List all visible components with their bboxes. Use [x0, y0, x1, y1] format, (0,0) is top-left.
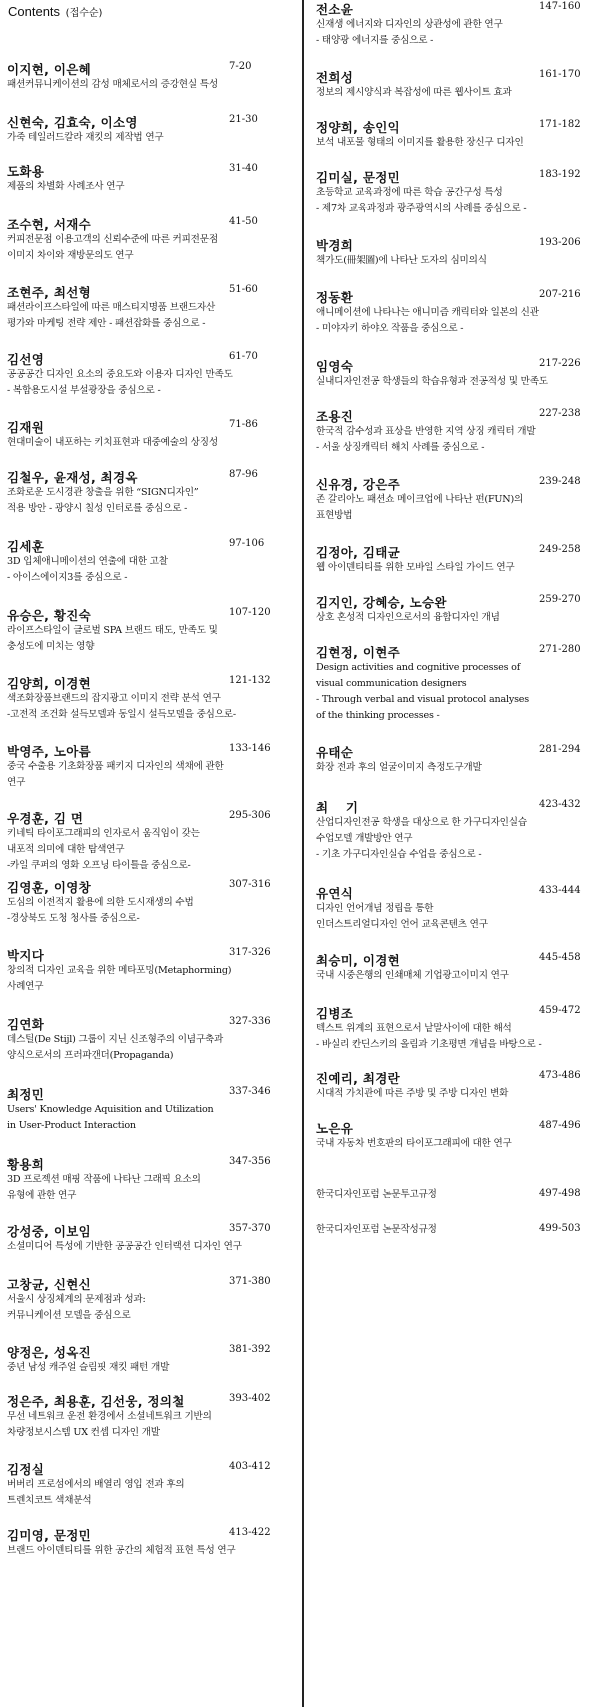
- toc-title-line: 공공공간 디자인 요소의 중요도와 이용자 디자인 만족도: [7, 369, 233, 380]
- toc-entry-header: [316, 884, 591, 901]
- toc-page-range: 7-20: [229, 61, 252, 72]
- toc-entry-header: [7, 1155, 289, 1172]
- toc-page-range: 193-206: [539, 237, 581, 248]
- toc-title-line: 버버리 프로섬에서의 배열리 영입 전과 후의: [7, 1479, 185, 1490]
- toc-page-range: 171-182: [539, 119, 581, 130]
- toc-entry[interactable]: [316, 743, 591, 776]
- toc-title-line: 데스틸(De Stijl) 그룹이 지닌 신조형주의 이념구축과: [7, 1034, 224, 1045]
- toc-title-line: 차량정보시스템 UX 컨셉 디자인 개발: [7, 1427, 160, 1438]
- contents-title: Contents: [8, 4, 61, 19]
- toc-authors: 양정은, 성옥진: [7, 1345, 91, 1360]
- toc-page-range: 31-40: [229, 163, 258, 174]
- toc-entry[interactable]: [316, 68, 591, 101]
- toc-page-range: 499-503: [539, 1223, 581, 1234]
- toc-title-line: - 복합용도시설 부설광장을 중심으로 -: [7, 385, 161, 396]
- contents-header: [8, 4, 102, 19]
- toc-title-line: 패션라이프스타일에 따른 매스티지명품 브랜드자산: [7, 302, 216, 313]
- toc-title-line: 보석 내포물 형태의 이미지를 활용한 장신구 디자인: [316, 137, 524, 148]
- toc-page-range: 357-370: [229, 1223, 271, 1234]
- toc-page-range: 371-380: [229, 1276, 271, 1287]
- toc-title-line: 패션커뮤니케이션의 감성 매체로서의 증강현실 특성: [7, 79, 218, 90]
- toc-page-range: 459-472: [539, 1005, 581, 1016]
- toc-title-line: 제품의 차별화 사례조사 연구: [7, 181, 125, 192]
- toc-entry-header: [7, 162, 289, 179]
- toc-page-range: 97-106: [229, 538, 265, 549]
- toc-title-line: 트렌치코트 색채분석: [7, 1495, 92, 1506]
- toc-title-line: 산업디자인전공 학생을 대상으로 한 가구디자인실습: [316, 817, 527, 828]
- toc-entry-header: [316, 543, 591, 560]
- toc-title-line: -카일 쿠퍼의 영화 오프닝 타이틀을 중심으로-: [7, 860, 191, 871]
- toc-authors: 신현숙, 김효숙, 이소영: [7, 115, 138, 130]
- toc-entry[interactable]: [316, 357, 591, 390]
- toc-entry[interactable]: [7, 742, 289, 791]
- toc-authors: 조수현, 서재수: [7, 217, 91, 232]
- toc-authors: 김영훈, 이영창: [7, 880, 91, 895]
- toc-authors: 김정아, 김태균: [316, 545, 400, 560]
- toc-title-line: 시대적 가치관에 따른 주방 및 주방 디자인 변화: [316, 1088, 509, 1099]
- toc-title-line: -고전적 조건화 설득모델과 동일시 설득모델을 중심으로-: [7, 709, 236, 720]
- toc-entry[interactable]: [7, 809, 289, 874]
- toc-entry-header: [7, 606, 289, 623]
- toc-entry[interactable]: [7, 1155, 289, 1204]
- toc-title-line: Users' Knowledge Aquisition and Utilization: [7, 1104, 214, 1115]
- toc-title-line: 3D 입체애니메이션의 연출에 대한 고찰: [7, 556, 168, 567]
- toc-title-line: - 제7차 교육과정과 광주광역시의 사례를 중심으로 -: [316, 203, 527, 214]
- toc-entry-header: [316, 0, 591, 17]
- toc-title-line: of the thinking processes -: [316, 710, 440, 721]
- toc-authors: 황용희: [7, 1157, 45, 1172]
- toc-page-range: 51-60: [229, 284, 258, 295]
- toc-title-line: - 태양광 에너지를 중심으로 -: [316, 35, 434, 46]
- toc-entry[interactable]: [7, 606, 289, 655]
- toc-authors: 김정실: [7, 1462, 45, 1477]
- toc-entry[interactable]: [7, 1085, 289, 1134]
- toc-title-line: 중년 남성 캐주얼 슬림핏 재킷 패턴 개발: [7, 1362, 170, 1373]
- toc-entry-header: [7, 946, 289, 963]
- toc-entry[interactable]: [316, 236, 591, 269]
- toc-appendix-row: [316, 1187, 591, 1204]
- toc-page-range: 41-50: [229, 216, 258, 227]
- toc-page-range: 61-70: [229, 351, 258, 362]
- toc-appendix-title: 한국디자인포럼 논문투고규정: [316, 1189, 437, 1200]
- toc-page-range: 207-216: [539, 289, 581, 300]
- toc-page-range: 423-432: [539, 799, 581, 810]
- toc-entry-header: [316, 407, 591, 424]
- toc-authors: 조현주, 최선형: [7, 285, 91, 300]
- toc-authors: 박지다: [7, 948, 45, 963]
- toc-page-range: 381-392: [229, 1344, 271, 1355]
- toc-authors: 김지인, 강혜승, 노승완: [316, 595, 447, 610]
- toc-authors: 김현정, 이현주: [316, 645, 400, 660]
- toc-title-line: visual communication designers: [316, 678, 467, 689]
- toc-authors: 유승은, 황진숙: [7, 608, 91, 623]
- toc-appendix-entry[interactable]: [316, 1187, 591, 1204]
- toc-entry-header: [316, 798, 591, 815]
- toc-authors: 김병조: [316, 1006, 354, 1021]
- toc-entry[interactable]: [316, 593, 591, 626]
- toc-entry-header: [316, 236, 591, 253]
- toc-entry[interactable]: [7, 537, 289, 586]
- toc-entry-header: [316, 1069, 591, 1086]
- toc-authors: 임영숙: [316, 359, 354, 374]
- toc-page-range: 327-336: [229, 1016, 271, 1027]
- toc-title-line: 서울시 상징체계의 문제점과 성과:: [7, 1294, 146, 1305]
- toc-entry[interactable]: [316, 1069, 591, 1102]
- toc-title-line: 상호 혼성적 디자인으로서의 융합디자인 개념: [316, 612, 500, 623]
- toc-title-line: 연구: [7, 777, 26, 788]
- toc-entry[interactable]: [7, 1015, 289, 1064]
- toc-entry-header: [7, 1015, 289, 1032]
- toc-title-line: - Through verbal and visual protocol analyses: [316, 694, 529, 705]
- toc-title-line: 유형에 관한 연구: [7, 1190, 77, 1201]
- toc-entry-header: [7, 113, 289, 130]
- toc-title-line: 3D 프로젝션 매핑 작품에 나타난 그래픽 요소의: [7, 1174, 201, 1185]
- toc-authors: 김미실, 문정민: [316, 170, 400, 185]
- toc-authors: 최정민: [7, 1087, 45, 1102]
- toc-entry-header: [7, 418, 289, 435]
- toc-entry-header: [7, 215, 289, 232]
- toc-title-line: 내포적 의미에 대한 탐색연구: [7, 844, 125, 855]
- toc-entry[interactable]: [316, 884, 591, 933]
- toc-title-line: 실내디자인전공 학생들의 학습유형과 전공적성 및 만족도: [316, 376, 548, 387]
- toc-appendix-title: 한국디자인포럼 논문작성규정: [316, 1224, 437, 1235]
- toc-title-line: 표현방법: [316, 510, 353, 521]
- toc-title-line: 인더스트리얼디자인 언어 교육콘텐츠 연구: [316, 919, 488, 930]
- toc-page-range: 183-192: [539, 169, 581, 180]
- toc-title-line: 평가와 마케팅 전략 제안 - 패션잡화를 중심으로 -: [7, 318, 206, 329]
- toc-entry[interactable]: [7, 1343, 289, 1376]
- toc-title-line: 중국 수출용 기초화장품 패키지 디자인의 색채에 관한: [7, 761, 224, 772]
- toc-entry[interactable]: [7, 674, 289, 723]
- toc-page-range: 271-280: [539, 644, 581, 655]
- toc-entry[interactable]: [7, 418, 289, 451]
- toc-page-range: 227-238: [539, 408, 581, 419]
- toc-authors: 고창균, 신현신: [7, 1277, 91, 1292]
- toc-entry[interactable]: [7, 113, 289, 146]
- toc-title-line: 이미지 차이와 재방문의도 연구: [7, 250, 134, 261]
- toc-page-range: 295-306: [229, 810, 271, 821]
- toc-entry-header: [316, 288, 591, 305]
- toc-entry-header: [316, 643, 591, 660]
- toc-title-line: 국내 시중은행의 인쇄매체 기업광고이미지 연구: [316, 970, 509, 981]
- toc-entry-header: [7, 1222, 289, 1239]
- toc-title-line: 키네틱 타이포그래피의 인자로서 움직임이 갖는: [7, 828, 200, 839]
- toc-entry-header: [316, 593, 591, 610]
- toc-title-line: 라이프스타일이 글로벌 SPA 브랜드 태도, 만족도 및: [7, 625, 218, 636]
- toc-entry[interactable]: [7, 1392, 289, 1441]
- toc-title-line: 존 갈리아노 패션쇼 메이크업에 나타난 펀(FUN)의: [316, 494, 524, 505]
- toc-page-range: 259-270: [539, 594, 581, 605]
- toc-page-range: 21-30: [229, 114, 258, 125]
- toc-page-range: 393-402: [229, 1393, 271, 1404]
- toc-entry[interactable]: [7, 1222, 289, 1255]
- toc-entry[interactable]: [316, 168, 591, 217]
- toc-page-range: 71-86: [229, 419, 258, 430]
- toc-page-range: 497-498: [539, 1188, 581, 1199]
- toc-entry-header: [316, 168, 591, 185]
- toc-authors: 조용진: [316, 409, 354, 424]
- toc-authors: 유태순: [316, 745, 354, 760]
- toc-entry-header: [7, 1392, 289, 1409]
- toc-authors: 우경훈, 김 면: [7, 811, 84, 826]
- toc-title-line: 정보의 제시양식과 복잡성에 따른 웹사이트 효과: [316, 87, 512, 98]
- toc-entry-header: [316, 1119, 591, 1136]
- toc-title-line: 커피전문점 이용고객의 신뢰수준에 따른 커피전문점: [7, 234, 218, 245]
- toc-appendix-row: [316, 1222, 591, 1239]
- toc-entry[interactable]: [316, 118, 591, 151]
- toc-entry-header: [316, 743, 591, 760]
- toc-page-range: 403-412: [229, 1461, 271, 1472]
- toc-entry-header: [316, 68, 591, 85]
- toc-title-line: -경상북도 도청 청사를 중심으로-: [7, 913, 140, 924]
- toc-title-line: - 서울 상징캐릭터 해치 사례를 중심으로 -: [316, 442, 485, 453]
- toc-page-range: 347-356: [229, 1156, 271, 1167]
- toc-entry[interactable]: [7, 468, 289, 517]
- toc-entry[interactable]: [7, 946, 289, 995]
- toc-authors: 신유경, 강은주: [316, 477, 400, 492]
- toc-page-range: 161-170: [539, 69, 581, 80]
- toc-entry-header: [7, 878, 289, 895]
- toc-entry-header: [316, 357, 591, 374]
- toc-title-line: 충성도에 미치는 영향: [7, 641, 95, 652]
- toc-authors: 김연화: [7, 1017, 45, 1032]
- toc-page-range: 413-422: [229, 1527, 271, 1538]
- toc-entry[interactable]: [316, 643, 591, 724]
- toc-title-line: 적용 방안 - 광양시 칠성 인터로를 중심으로 -: [7, 503, 188, 514]
- toc-authors: 이지현, 이은혜: [7, 62, 91, 77]
- toc-entry-header: [316, 1004, 591, 1021]
- toc-title-line: 브랜드 아이덴티티를 위한 공간의 체험적 표현 특성 연구: [7, 1545, 236, 1556]
- toc-entry[interactable]: [316, 0, 591, 49]
- toc-authors: 정은주, 최용훈, 김선웅, 정의철: [7, 1394, 185, 1409]
- toc-authors: 김재원: [7, 420, 45, 435]
- toc-authors: 진예리, 최경란: [316, 1071, 400, 1086]
- toc-entry-header: [7, 809, 289, 826]
- toc-title-line: 현대미술이 내포하는 키치표현과 대중예술의 상징성: [7, 437, 218, 448]
- toc-title-line: 수업모델 개발방안 연구: [316, 833, 413, 844]
- toc-entry[interactable]: [316, 543, 591, 576]
- toc-entry[interactable]: [316, 407, 591, 456]
- toc-entry-header: [316, 951, 591, 968]
- toc-entry[interactable]: [7, 283, 289, 332]
- toc-title-line: 디자인 언어개념 정립을 통한: [316, 903, 434, 914]
- toc-title-line: 애니메이션에 나타나는 애니미즘 캐릭터와 일본의 신관: [316, 307, 539, 318]
- toc-title-line: 화장 전과 후의 얼굴이미지 측정도구개발: [316, 762, 482, 773]
- toc-title-line: 커뮤니케이션 모델을 중심으로: [7, 1310, 131, 1321]
- toc-title-line: 신재생 에너지와 디자인의 상관성에 관한 연구: [316, 19, 503, 30]
- toc-authors: 유연식: [316, 886, 354, 901]
- toc-page-range: 217-226: [539, 358, 581, 369]
- toc-title-line: 사례연구: [7, 981, 44, 992]
- toc-title-line: 국내 자동차 번호판의 타이포그래피에 대한 연구: [316, 1138, 512, 1149]
- toc-page-range: 317-326: [229, 947, 271, 958]
- toc-title-line: 무선 네트워크 운전 환경에서 소셜네트워크 기반의: [7, 1411, 212, 1422]
- toc-entry-header: [7, 350, 289, 367]
- toc-entry-header: [7, 1343, 289, 1360]
- toc-appendix-entry[interactable]: [316, 1222, 591, 1239]
- toc-title-line: 가죽 테일러드칼라 재킷의 제작법 연구: [7, 132, 164, 143]
- toc-page-range: 121-132: [229, 675, 271, 686]
- toc-page-range: 107-120: [229, 607, 271, 618]
- toc-entry[interactable]: [316, 1004, 591, 1053]
- toc-entry-header: [316, 475, 591, 492]
- toc-entry-header: [7, 1085, 289, 1102]
- toc-entry-header: [316, 118, 591, 135]
- toc-page-range: 487-496: [539, 1120, 581, 1131]
- toc-title-line: 조화로운 도시경관 창출을 위한 “SIGN디자인”: [7, 487, 199, 498]
- toc-title-line: - 아이스에이지3를 중심으로 -: [7, 572, 128, 583]
- toc-page-range: 249-258: [539, 544, 581, 555]
- toc-authors: 강성중, 이보임: [7, 1224, 91, 1239]
- toc-authors: 김세훈: [7, 539, 45, 554]
- toc-authors: 전희성: [316, 70, 354, 85]
- toc-title-line: 한국적 감수성과 표상을 반영한 지역 상징 캐릭터 개발: [316, 426, 536, 437]
- toc-entry-header: [7, 1460, 289, 1477]
- toc-title-line: 색조화장품브랜드의 잡지광고 이미지 전략 분석 연구: [7, 693, 221, 704]
- toc-title-line: Design activities and cognitive processes of: [316, 662, 521, 673]
- toc-title-line: 웹 아이덴티티를 위한 모바일 스타일 가이드 연구: [316, 562, 515, 573]
- toc-entry[interactable]: [7, 162, 289, 195]
- toc-authors: 최승미, 이경현: [316, 953, 400, 968]
- toc-page-range: 87-96: [229, 469, 258, 480]
- toc-entry[interactable]: [7, 350, 289, 399]
- toc-entry-header: [7, 60, 289, 77]
- toc-title-line: - 미야자키 하야오 작품을 중심으로 -: [316, 323, 464, 334]
- toc-title-line: in User-Product Interaction: [7, 1120, 136, 1131]
- toc-title-line: - 바실리 칸딘스키의 올림과 기초평면 개념을 바탕으로 -: [316, 1039, 542, 1050]
- toc-page-range: 281-294: [539, 744, 581, 755]
- toc-authors: 김양희, 이경현: [7, 676, 91, 691]
- toc-entry-header: [7, 283, 289, 300]
- toc-page-range: 473-486: [539, 1070, 581, 1081]
- toc-authors: 정양희, 송인익: [316, 120, 400, 135]
- toc-page-range: 307-316: [229, 879, 271, 890]
- toc-title-line: 책가도(冊架圖)에 나타난 도자의 심미의식: [316, 255, 487, 266]
- toc-authors: 박경희: [316, 238, 354, 253]
- toc-authors: 박영주, 노아름: [7, 744, 91, 759]
- toc-entry-header: [7, 537, 289, 554]
- toc-entry[interactable]: [7, 215, 289, 264]
- toc-page-range: 239-248: [539, 476, 581, 487]
- toc-entry[interactable]: [7, 1526, 289, 1559]
- contents-subtitle: (접수순): [65, 8, 103, 19]
- toc-title-line: 소셜미디어 특성에 기반한 공공공간 인터랙션 디자인 연구: [7, 1241, 242, 1252]
- toc-entry-header: [7, 674, 289, 691]
- toc-entry-header: [7, 1526, 289, 1543]
- toc-title-line: 도심의 이전적지 활용에 의한 도시재생의 수법: [7, 897, 194, 908]
- toc-entry[interactable]: [7, 878, 289, 927]
- toc-authors: 전소윤: [316, 2, 354, 17]
- toc-entry[interactable]: [316, 288, 591, 337]
- toc-authors: 김미영, 문정민: [7, 1528, 91, 1543]
- toc-title-line: 양식으로서의 프러파갠더(Propaganda): [7, 1050, 174, 1061]
- toc-entry[interactable]: [7, 60, 289, 93]
- toc-authors: 최 기: [316, 800, 359, 815]
- toc-entry[interactable]: [7, 1275, 289, 1324]
- toc-entry[interactable]: [316, 475, 591, 524]
- toc-entry[interactable]: [316, 798, 591, 863]
- toc-entry[interactable]: [316, 1119, 591, 1152]
- toc-authors: 김철우, 윤재성, 최경옥: [7, 470, 138, 485]
- toc-authors: 도화용: [7, 164, 45, 179]
- toc-page-range: 133-146: [229, 743, 271, 754]
- toc-title-line: 창의적 디자인 교육을 위한 메타포밍(Metaphorming): [7, 965, 232, 976]
- toc-title-line: 텍스트 위계의 표현으로서 낱말사이에 대한 해석: [316, 1023, 512, 1034]
- toc-page-range: 337-346: [229, 1086, 271, 1097]
- toc-page-range: 147-160: [539, 1, 581, 12]
- toc-authors: 노은유: [316, 1121, 354, 1136]
- toc-entry[interactable]: [7, 1460, 289, 1509]
- column-divider: [302, 0, 304, 1707]
- toc-entry-header: [7, 742, 289, 759]
- toc-authors: 김선영: [7, 352, 45, 367]
- toc-page-range: 433-444: [539, 885, 581, 896]
- toc-title-line: - 기초 가구디자인실습 수업을 중심으로 -: [316, 849, 482, 860]
- toc-title-line: 초등학교 교육과정에 따른 학습 공간구성 특성: [316, 187, 503, 198]
- toc-entry-header: [7, 468, 289, 485]
- toc-entry[interactable]: [316, 951, 591, 984]
- toc-entry-header: [7, 1275, 289, 1292]
- toc-authors: 정동환: [316, 290, 354, 305]
- toc-page-range: 445-458: [539, 952, 581, 963]
